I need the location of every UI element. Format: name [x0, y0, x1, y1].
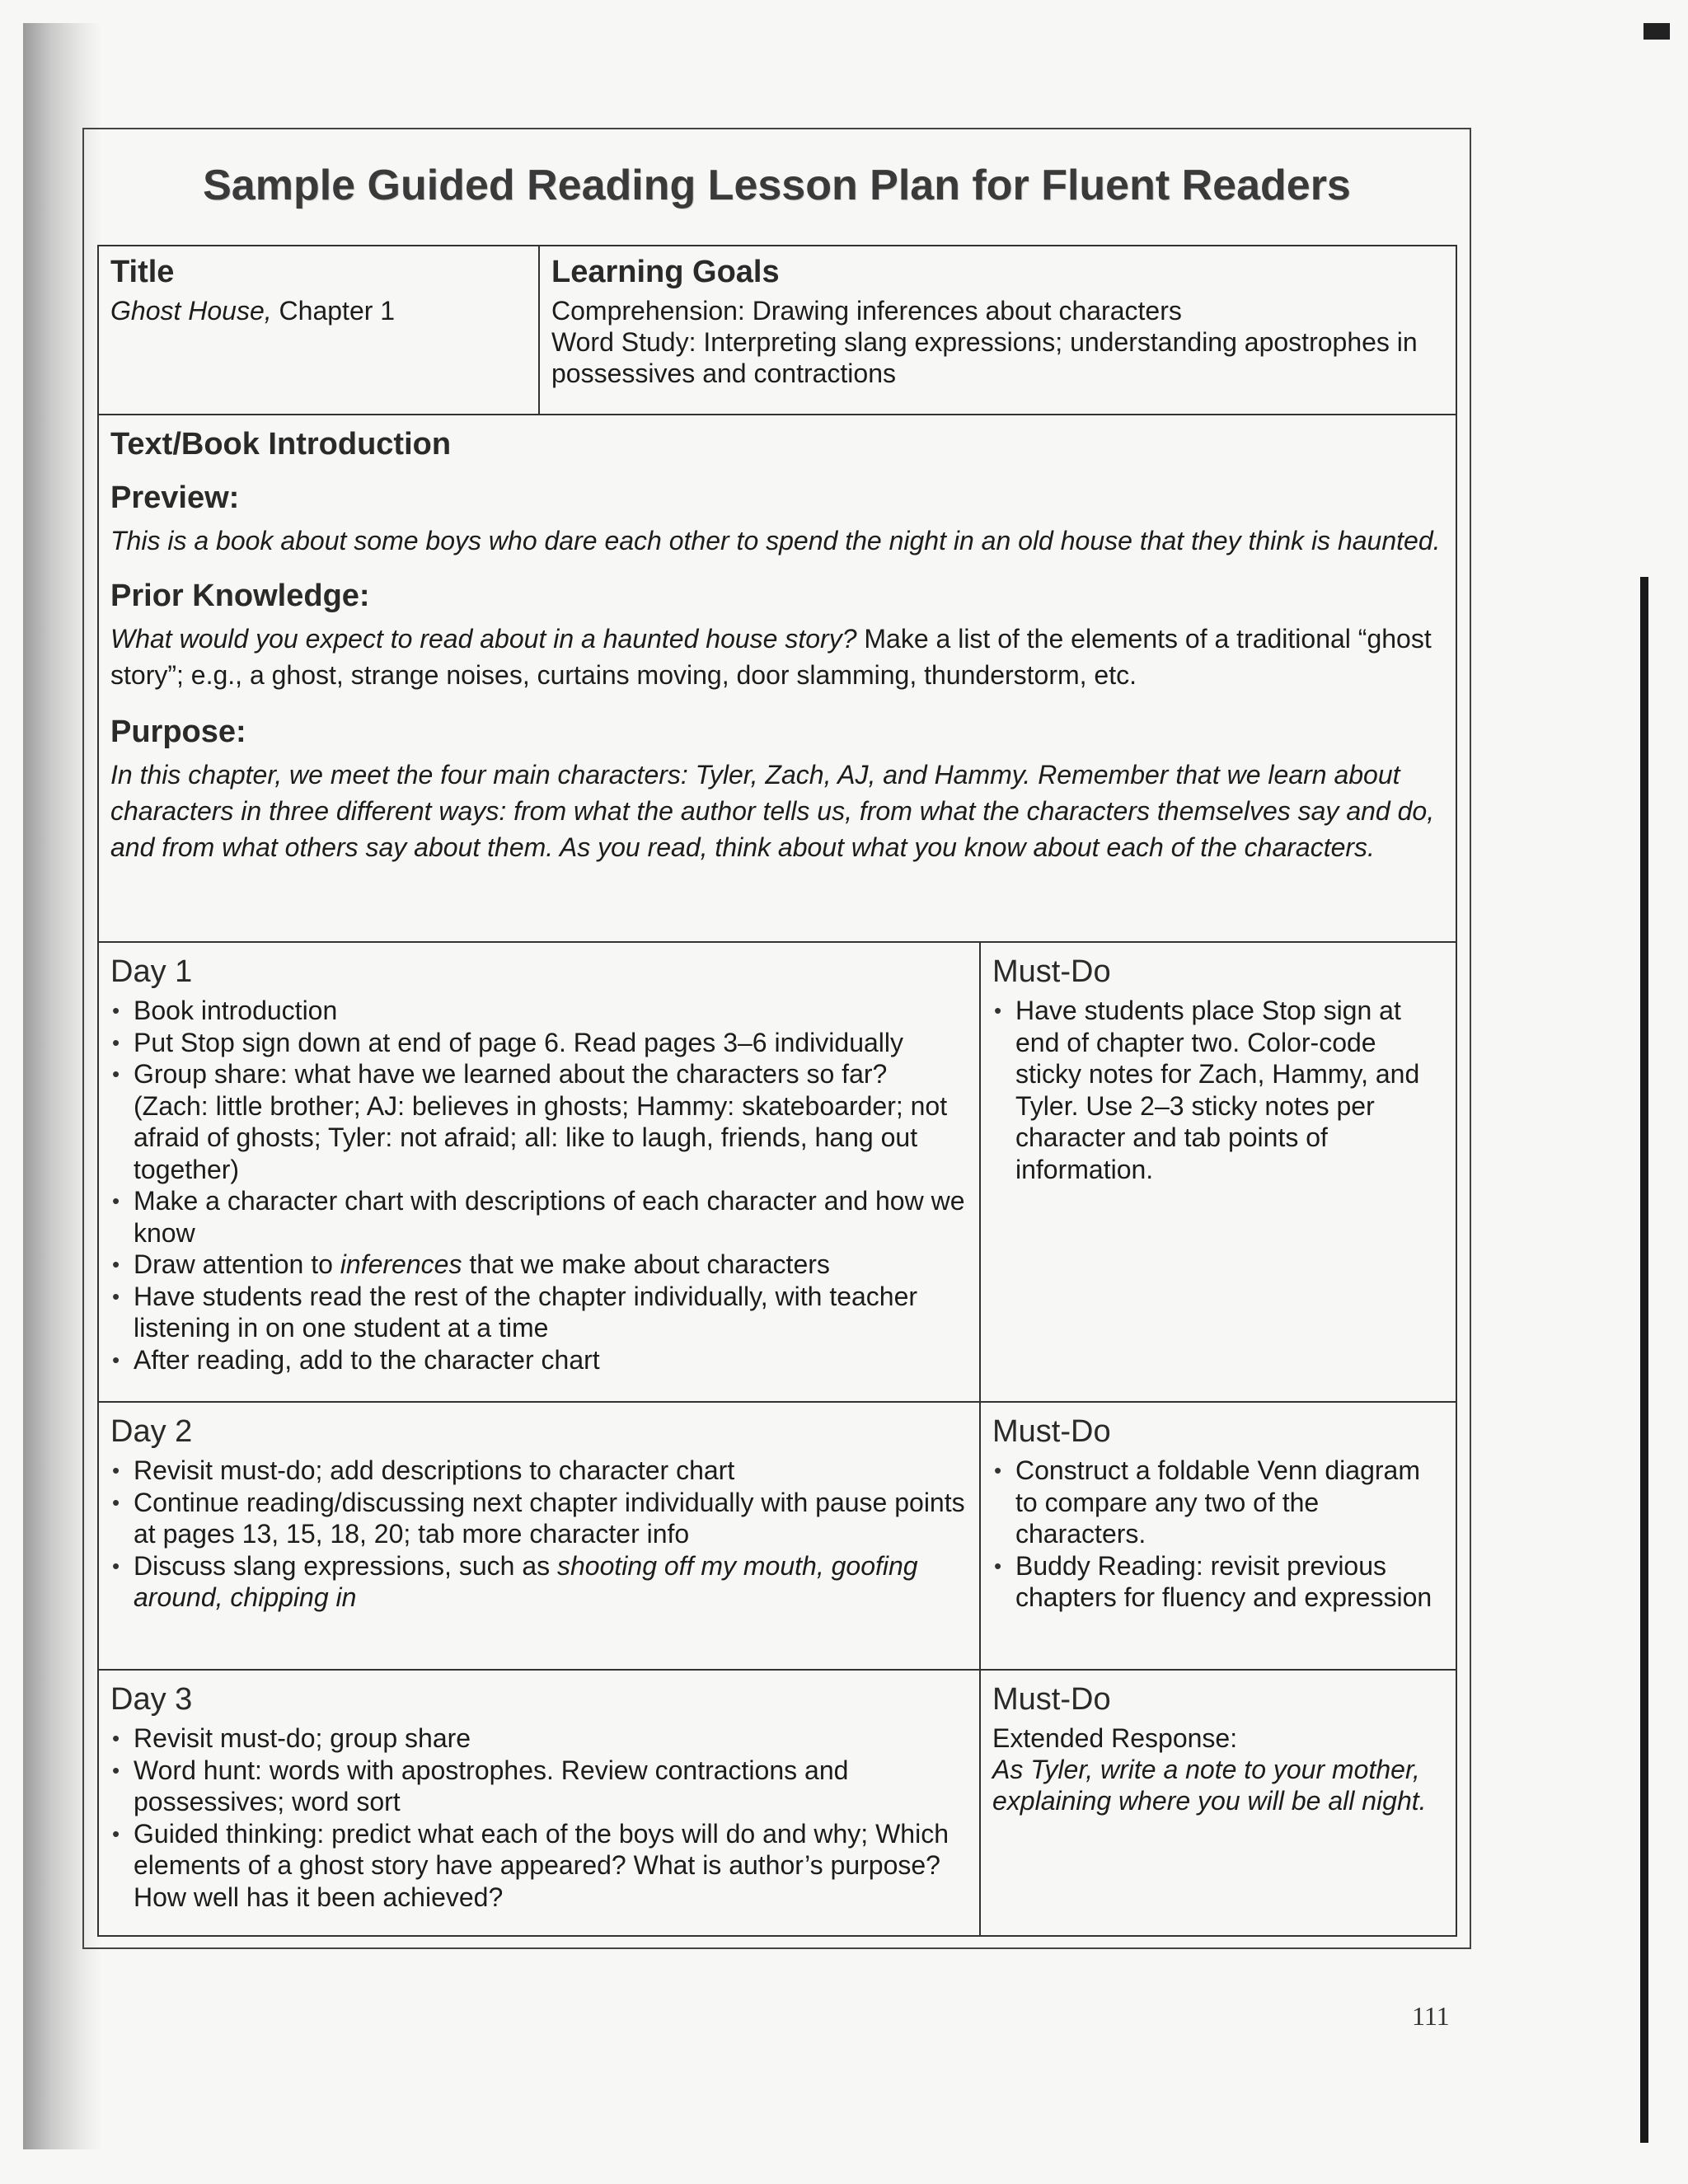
- learning-goals-cell: [540, 246, 1456, 414]
- page-number: 111: [1412, 2001, 1450, 2031]
- book-title-name: Ghost House,: [110, 296, 272, 326]
- extended-response-label: Extended Response:: [992, 1723, 1238, 1753]
- list-item: • Group share: what have we learned about the characters so far? (Zach: little brother; AJ: believes in ghosts; Hammy: skateboarder; not afraid of ghosts; Tyler: not afraid; all: like to laugh, friends, hang out together): [110, 1058, 968, 1185]
- day2-cell: [99, 1403, 981, 1669]
- list-item: • Buddy Reading: revisit previous chapters for fluency and expression: [992, 1550, 1444, 1614]
- learning-goals-label: Learning Goals: [551, 255, 780, 289]
- day1-cell: [99, 943, 981, 1401]
- list-item: [110, 1249, 968, 1281]
- day3-cell: [99, 1671, 981, 1935]
- day1-must-do-list: [992, 995, 1444, 1185]
- day2-must-do-cell: [981, 1403, 1456, 1669]
- list-item: • Word hunt: words with apostrophes. Review contractions and possessives; word sort: [110, 1755, 968, 1818]
- lesson-plan-frame: [82, 128, 1471, 1949]
- list-item: • Book introduction: [110, 995, 968, 1027]
- purpose-label: Purpose:: [110, 715, 246, 749]
- book-title: [110, 295, 527, 326]
- day3-must-do-cell: [981, 1671, 1456, 1935]
- day1-must-do-label: Must-Do: [992, 954, 1111, 989]
- list-item: • Continue reading/discussing next chapter individually with pause points at pages 13, 15, 18, 20; tab more character info: [110, 1487, 968, 1550]
- preview-label: Preview:: [110, 480, 240, 515]
- prior-knowledge-instructions: Make a list of the elements of a traditional “ghost story”; e.g., a ghost, strange noises, curtains moving, door slamming, thunderstorm, etc.: [110, 624, 1432, 690]
- day1-label: Day 1: [110, 954, 193, 989]
- page-title: Sample Guided Reading Lesson Plan for Fluent Readers: [203, 162, 1351, 209]
- title-goals-row: [97, 245, 1457, 415]
- list-item: • Have students place Stop sign at end of chapter two. Color-code sticky notes for Zach, Hammy, and Tyler. Use 2–3 sticky notes per character and tab points of information.: [992, 995, 1444, 1185]
- day3-must-do-label: Must-Do: [992, 1682, 1111, 1717]
- day1-row: [97, 941, 1457, 1403]
- day2-must-do-label: Must-Do: [992, 1414, 1111, 1449]
- list-item: • Have students read the rest of the chapter individually, with teacher listening in on one student at a time: [110, 1281, 968, 1344]
- prior-knowledge-question: What would you expect to read about in a haunted house story?: [110, 624, 857, 654]
- list-item: • Construct a foldable Venn diagram to compare any two of the characters.: [992, 1455, 1444, 1550]
- scan-right-bar: [1640, 577, 1648, 2143]
- day2-list: [110, 1455, 968, 1614]
- intro-heading: Text/Book Introduction: [110, 427, 452, 462]
- slang-pre: Discuss slang expressions, such as: [134, 1550, 557, 1581]
- list-item: [110, 1550, 968, 1614]
- inference-pre: Draw attention to: [134, 1249, 340, 1279]
- purpose-text: In this chapter, we meet the four main characters: Tyler, Zach, AJ, and Hammy. Remember that we learn about characters in three different ways: from what the author tells us, from what the characters themselves say and do, and from what others say about them. As you read, think about what you know about each of the characters.: [110, 760, 1435, 862]
- day1-must-do-cell: [981, 943, 1456, 1401]
- list-item: • Make a character chart with descriptions of each character and how we know: [110, 1185, 968, 1249]
- book-introduction-section: [97, 414, 1457, 943]
- day2-must-do-list: [992, 1455, 1444, 1614]
- inference-word: inferences: [340, 1249, 462, 1279]
- book-chapter: Chapter 1: [271, 296, 396, 326]
- day3-row: [97, 1669, 1457, 1937]
- day3-list: [110, 1722, 968, 1913]
- inference-post: that we make about characters: [462, 1249, 830, 1279]
- goal-comprehension: Comprehension: Drawing inferences about characters: [551, 296, 1182, 326]
- goal-word-study: Word Study: Interpreting slang expressions; understanding apostrophes in possessives and contractions: [551, 327, 1418, 388]
- list-item: • Revisit must-do; group share: [110, 1722, 968, 1755]
- day2-row: [97, 1401, 1457, 1671]
- list-item: • Revisit must-do; add descriptions to character chart: [110, 1455, 968, 1487]
- preview-text: This is a book about some boys who dare each other to spend the night in an old house that they think is haunted.: [110, 526, 1441, 555]
- title-cell: [99, 246, 540, 414]
- prior-knowledge-text: [110, 621, 1444, 693]
- day3-label: Day 3: [110, 1682, 193, 1717]
- list-item: • Put Stop sign down at end of page 6. Read pages 3–6 individually: [110, 1027, 968, 1059]
- day1-list: [110, 995, 968, 1376]
- slang-examples: shooting off my mouth, goofing around, chipping in: [134, 1550, 918, 1612]
- prior-knowledge-label: Prior Knowledge:: [110, 579, 370, 613]
- scan-corner-mark: [1643, 23, 1670, 40]
- list-item: • After reading, add to the character chart: [110, 1344, 968, 1376]
- list-item: • Guided thinking: predict what each of the boys will do and why; Which elements of a ghost story have appeared? What is author’s purpose? How well has it been achieved?: [110, 1818, 968, 1914]
- title-label: Title: [110, 255, 175, 289]
- extended-response-prompt: As Tyler, write a note to your mother, explaining where you will be all night.: [992, 1755, 1427, 1816]
- day2-label: Day 2: [110, 1414, 193, 1449]
